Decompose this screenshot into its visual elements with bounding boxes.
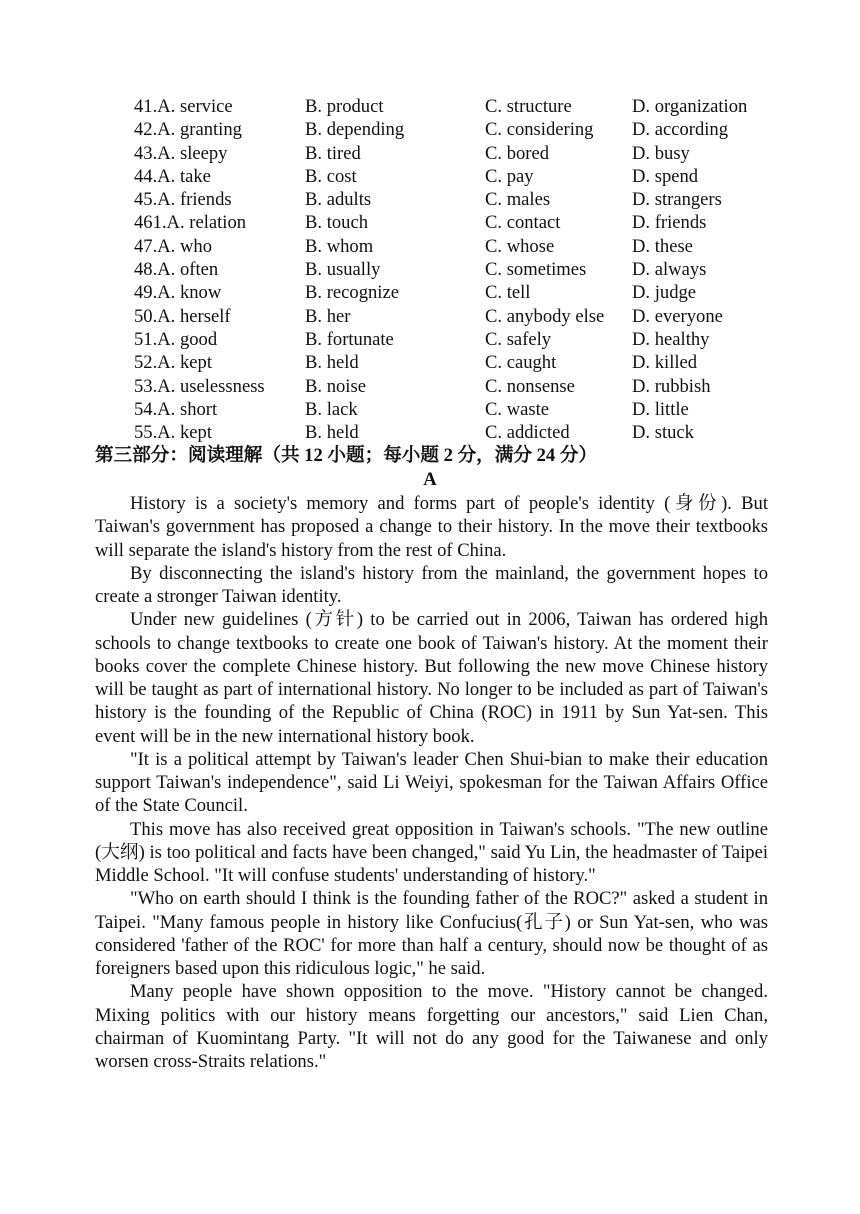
option-a: 52.A. kept [134, 352, 212, 374]
option-d: D. these [632, 235, 693, 257]
paragraph-4: "It is a political attempt by Taiwan's leader Chen Shui-bian to make their education support Taiwan's independence", said Li Weiyi, spokesman for the Taiwan Affairs Office of the State Council. [95, 748, 768, 817]
option-c: C. considering [485, 119, 594, 141]
section-title: 第三部分：阅读理解（共 12 小题；每小题 2 分，满分 24 分） [95, 445, 598, 466]
option-d: D. killed [632, 352, 698, 374]
paragraph-5: This move has also received great opposition in Taiwan's schools. "The new outline (大纲) is too political and facts have been changed," said Yu Lin, the headmaster of Taipei Middle School. "It will confuse students' understanding of history." [95, 818, 768, 886]
option-a: 45.A. friends [134, 189, 232, 211]
option-b: B. held [305, 422, 359, 444]
option-a: 41.A. service [134, 96, 233, 117]
option-a: 47.A. who [134, 235, 212, 257]
option-b: B. fortunate [305, 328, 394, 350]
option-a: 42.A. granting [134, 119, 242, 141]
option-a: 50.A. herself [134, 305, 231, 327]
option-d: D. judge [632, 282, 697, 304]
paragraph-2: By disconnecting the island's history from the mainland, the government hopes to create a stronger Taiwan identity. [95, 562, 768, 607]
option-a: 54.A. short [134, 398, 218, 420]
option-c: C. caught [485, 352, 557, 374]
option-b: B. touch [305, 212, 369, 234]
option-d: D. strangers [632, 189, 722, 211]
option-d: D. busy [632, 142, 690, 164]
paragraph-3: Under new guidelines (方针) to be carried out in 2006, Taiwan has ordered high schools to change textbooks to create one book of Taiwan's history. At the moment their books cover the complete Chinese history. But following the new move Chinese history will be taught as part of international history. No longer to be included as part of Taiwan's history is the founding of the Republic of China (ROC) in 1911 by Sun Yat-sen. This event will be in the new international history book. [95, 609, 768, 747]
option-c: C. whose [485, 235, 555, 257]
option-a: 55.A. kept [134, 422, 212, 444]
option-a: 461.A. relation [134, 212, 247, 234]
option-c: C. contact [485, 212, 561, 234]
option-d: D. little [632, 398, 689, 420]
option-b: B. product [305, 96, 384, 117]
option-b: B. recognize [305, 282, 399, 304]
option-d: D. spend [632, 165, 699, 187]
option-d: D. rubbish [632, 375, 711, 397]
option-b: B. her [305, 305, 351, 327]
paragraph-6: "Who on earth should I think is the founding father of the ROC?" asked a student in Taipei. "Many famous people in history like Confucius(孔子) or Sun Yat-sen, who was considered 'father of the ROC' for more than half a century, should now be thought of as foreigners based upon this ridiculous logic," he said. [95, 888, 768, 979]
option-d: D. organization [632, 96, 748, 117]
paragraph-7: Many people have shown opposition to the move. "History cannot be changed. Mixing politics with our history means forgetting our ancestors," said Lien Chan, chairman of Kuomintang Party. "It will not do any good for the Taiwanese and only worsen cross-Straits relations." [95, 981, 768, 1072]
option-b: B. depending [305, 119, 405, 141]
paragraph-1: History is a society's memory and forms part of people's identity (身份). But Taiwan's government has proposed a change to their history. In the move their textbooks will separate the island's history from the rest of China. [95, 493, 768, 561]
option-c: C. sometimes [485, 259, 587, 281]
passage-label: A [423, 469, 437, 490]
option-a: 44.A. take [134, 165, 211, 187]
option-b: B. cost [305, 165, 357, 187]
option-d: D. friends [632, 212, 707, 234]
option-a: 43.A. sleepy [134, 142, 228, 164]
option-c: C. structure [485, 96, 572, 117]
option-c: C. safely [485, 328, 552, 350]
option-c: C. pay [485, 165, 534, 187]
option-b: B. adults [305, 189, 372, 211]
option-a: 48.A. often [134, 259, 219, 281]
option-b: B. usually [305, 259, 381, 281]
option-d: D. according [632, 119, 729, 141]
option-a: 51.A. good [134, 328, 218, 350]
option-b: B. tired [305, 142, 361, 164]
option-c: C. bored [485, 142, 550, 164]
option-b: B. whom [305, 235, 374, 257]
option-c: C. waste [485, 398, 550, 420]
option-a: 49.A. know [134, 282, 222, 304]
option-c: C. nonsense [485, 375, 575, 397]
option-d: D. everyone [632, 305, 723, 327]
reading-passage [95, 492, 768, 1073]
option-c: C. tell [485, 282, 531, 304]
option-a: 53.A. uselessness [134, 375, 265, 397]
option-b: B. held [305, 352, 359, 374]
option-c: C. males [485, 189, 551, 211]
option-d: D. always [632, 259, 707, 281]
option-b: B. lack [305, 398, 358, 420]
option-d: D. stuck [632, 422, 694, 444]
option-d: D. healthy [632, 328, 710, 350]
option-c: C. addicted [485, 422, 570, 444]
option-b: B. noise [305, 375, 366, 397]
option-c: C. anybody else [485, 305, 605, 327]
